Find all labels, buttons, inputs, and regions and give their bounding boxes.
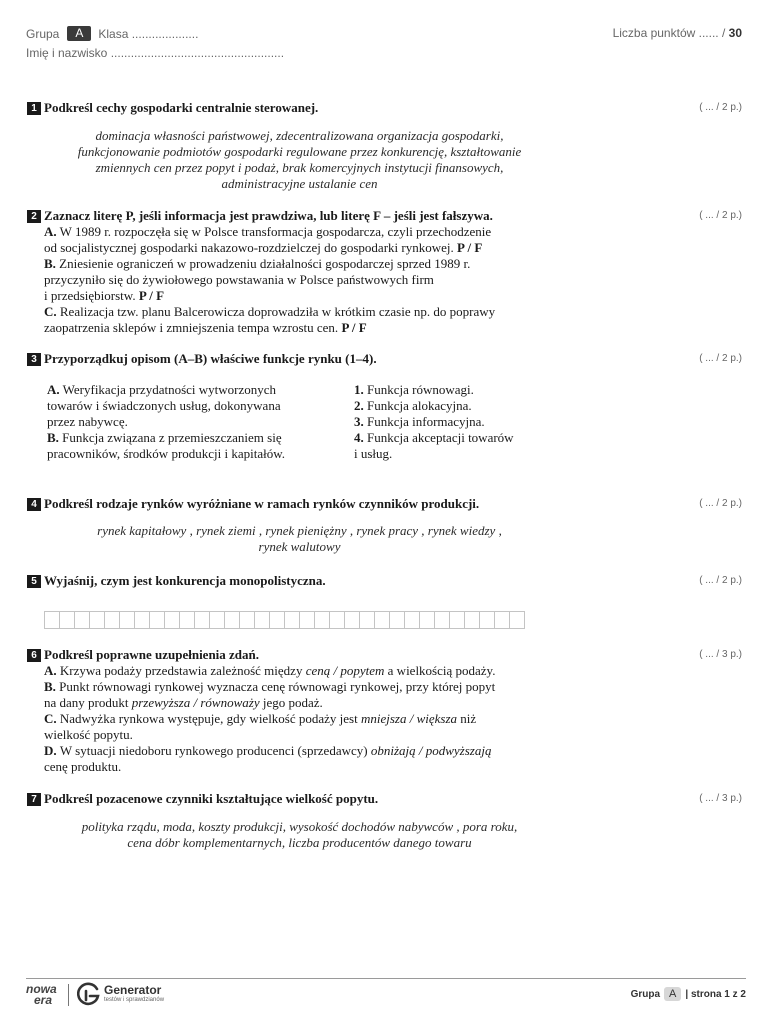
task-title: Podkreśl rodzaje rynków wyróżniane w ramach rynków czynników produkcji. — [44, 496, 480, 511]
task-7-options — [27, 819, 572, 851]
answer-cell[interactable] — [509, 611, 525, 629]
sentence-line — [44, 727, 567, 743]
sentence-text: Nadwyżka rynkowa występuje, gdy wielkość podaży jest — [59, 711, 361, 726]
answer-cell[interactable] — [374, 611, 390, 629]
task-number: 5 — [27, 575, 41, 588]
answer-cell[interactable] — [434, 611, 450, 629]
statement-text: Realizacja tzw. planu Balcerowicza doprowadziła w krótkim czasie np. do poprawy — [59, 304, 496, 319]
option-line: cena dóbr komplementarnych, liczba producentów danego towaru — [127, 835, 472, 850]
choice-option[interactable]: przewyższa / równoważy — [131, 695, 260, 710]
answer-cell[interactable] — [479, 611, 495, 629]
task-6-sentences — [27, 663, 567, 775]
answer-cell[interactable] — [209, 611, 225, 629]
statement-text: od socjalistycznej gospodarki nakazowo-rozdzielczej do gospodarki rynkowej. — [44, 240, 454, 255]
descriptions-column — [47, 382, 354, 462]
sentence-letter: C. — [44, 711, 60, 726]
task-7-header — [27, 791, 747, 807]
task-points: ( ... / 2 p.) — [699, 498, 742, 509]
answer-cell[interactable] — [464, 611, 480, 629]
page-indicator: | strona 1 z 2 — [685, 988, 746, 1000]
option-line: zmiennych cen przez popyt i podaż, brak komercyjnych instytucji finansowych, — [95, 160, 504, 175]
sentence-line — [44, 663, 567, 679]
answer-cell[interactable] — [494, 611, 510, 629]
task-5-header — [27, 573, 747, 589]
answer-cell[interactable] — [44, 611, 60, 629]
task-3-header — [27, 351, 747, 367]
task-1 — [27, 100, 747, 192]
statement-letter: B. — [44, 256, 56, 271]
answer-cell[interactable] — [284, 611, 300, 629]
task-1-header — [27, 100, 747, 116]
answer-cell[interactable] — [269, 611, 285, 629]
desc-text: pracowników, środków produkcji i kapitałów. — [47, 446, 286, 461]
task-points: ( ... / 2 p.) — [699, 210, 742, 221]
option-line: rynek kapitałowy , rynek ziemi , rynek pieniężny , rynek pracy , rynek wiedzy , — [97, 523, 502, 538]
answer-cell[interactable] — [359, 611, 375, 629]
sentence-text: na dany produkt — [44, 695, 132, 710]
func-text: Funkcja równowagi. — [367, 382, 474, 397]
task-points: ( ... / 2 p.) — [699, 353, 742, 364]
choice-option[interactable]: mniejsza / większa — [360, 711, 458, 726]
group-label: Grupa — [26, 26, 60, 41]
pf-choice[interactable]: P / F — [456, 240, 483, 255]
func-text: Funkcja alokacyjna. — [367, 398, 472, 413]
func-number: 4. — [354, 430, 364, 445]
answer-cell[interactable] — [119, 611, 135, 629]
answer-grid[interactable] — [44, 611, 524, 629]
sentence-line — [44, 695, 567, 711]
footer-group-badge: A — [664, 987, 681, 1001]
pf-choice[interactable]: P / F — [138, 288, 165, 303]
func-number: 1. — [354, 382, 364, 397]
desc-letter: A. — [47, 382, 60, 397]
task-points: ( ... / 2 p.) — [699, 102, 742, 113]
task-3 — [27, 351, 747, 462]
task-4-header — [27, 496, 747, 512]
answer-cell[interactable] — [389, 611, 405, 629]
task-2-statements — [27, 224, 567, 336]
generator-logo-icon — [77, 982, 101, 1006]
task-7 — [27, 791, 747, 851]
task-2-header — [27, 208, 747, 224]
task-title: Podkreśl cechy gospodarki centralnie sterowanej. — [44, 100, 319, 115]
func-text: i usług. — [354, 446, 393, 461]
task-number: 2 — [27, 210, 41, 223]
answer-cell[interactable] — [89, 611, 105, 629]
task-number: 7 — [27, 793, 41, 806]
option-line: funkcjonowanie podmiotów gospodarki regulowane przez konkurencję, kształtowanie — [77, 144, 522, 159]
task-title: Wyjaśnij, czym jest konkurencja monopolistyczna. — [44, 573, 326, 588]
sentence-text: cenę produktu. — [44, 759, 122, 774]
statement-text: przyczyniło się do żywiołowego powstawania w Polsce państwowych firm — [44, 272, 434, 287]
task-title: Podkreśl poprawne uzupełnienia zdań. — [44, 647, 260, 662]
task-6-header — [27, 647, 747, 663]
task-4 — [27, 496, 747, 555]
pf-choice[interactable]: P / F — [341, 320, 367, 335]
task-title: Zaznacz literę P, jeśli informacja jest prawdziwa, lub literę F – jeśli jest fałszywa. — [44, 208, 493, 223]
answer-cell[interactable] — [404, 611, 420, 629]
statement-text: i przedsiębiorstw. — [44, 288, 136, 303]
sentence-text: wielkość popytu. — [44, 727, 133, 742]
group-badge: A — [67, 26, 91, 41]
task-points: ( ... / 2 p.) — [699, 575, 742, 586]
func-text: Funkcja akceptacji towarów — [367, 430, 514, 445]
sentence-line — [44, 743, 567, 759]
answer-cell[interactable] — [314, 611, 330, 629]
answer-cell[interactable] — [134, 611, 150, 629]
sentence-text: jego podaż. — [259, 695, 323, 710]
functions-column — [354, 382, 554, 462]
statement-a-cont — [44, 240, 567, 256]
sentence-letter: B. — [44, 679, 60, 694]
answer-cell[interactable] — [74, 611, 90, 629]
task-6 — [27, 647, 747, 775]
answer-cell[interactable] — [419, 611, 435, 629]
statement-letter: C. — [44, 304, 57, 319]
answer-cell[interactable] — [299, 611, 315, 629]
task-title: Przyporządkuj opisom (A–B) właściwe funkcje rynku (1–4). — [44, 351, 377, 366]
option-line: administracyjne ustalanie cen — [221, 176, 378, 191]
answer-cell[interactable] — [164, 611, 180, 629]
header-row — [26, 26, 198, 41]
sentence-text: Krzywa podaży przedstawia zależność między — [59, 663, 306, 678]
generator-subtitle: testów i sprawdzianów — [104, 997, 165, 1003]
option-line: polityka rządu, moda, koszty produkcji, wysokość dochodów nabywców , pora roku, — [81, 819, 518, 834]
statement-text: Zniesienie ograniczeń w prowadzeniu działalności gospodarczej sprzed 1989 r. — [59, 256, 471, 271]
generator-title: Generator — [104, 983, 162, 997]
task-points: ( ... / 3 p.) — [699, 649, 742, 660]
answer-cell[interactable] — [149, 611, 165, 629]
points-total — [613, 26, 742, 40]
desc-text: przez nabywcę. — [47, 414, 128, 429]
task-points: ( ... / 3 p.) — [699, 793, 742, 804]
footer-divider — [26, 978, 746, 979]
task-1-options — [27, 128, 572, 192]
answer-cell[interactable] — [224, 611, 240, 629]
sentence-letter: D. — [44, 743, 60, 758]
points-max: 30 — [728, 26, 742, 40]
func-text: Funkcja informacyjna. — [367, 414, 485, 429]
desc-text: Funkcja związana z przemieszczaniem się — [62, 430, 282, 445]
desc-letter: B. — [47, 430, 59, 445]
option-line: dominacja własności państwowej, zdecentralizowana organizacja gospodarki, — [95, 128, 504, 143]
sentence-text: Punkt równowagi rynkowej wyznacza cenę równowagi rynkowej, przy której popyt — [59, 679, 496, 694]
sentence-text: W sytuacji niedoboru rynkowego producenci (sprzedawcy) — [59, 743, 371, 758]
statement-letter: A. — [44, 224, 57, 239]
task-3-columns — [27, 382, 747, 462]
answer-cell[interactable] — [254, 611, 270, 629]
nowa-era-logo: nowa era — [26, 982, 57, 1007]
choice-option[interactable]: obniżają / podwyższają — [370, 743, 492, 758]
answer-cell[interactable] — [344, 611, 360, 629]
answer-cell[interactable] — [179, 611, 195, 629]
answer-cell[interactable] — [104, 611, 120, 629]
name-label: Imię i nazwisko .................................................... — [26, 46, 285, 60]
footer-group-label: Grupa — [630, 988, 661, 1000]
statement-a — [44, 224, 567, 240]
statement-text: W 1989 r. rozpoczęła się w Polsce transformacja gospodarcza, czyli przechodzenie — [59, 224, 492, 239]
sentence-line — [44, 711, 567, 727]
statement-text: zaopatrzenia sklepów i zmniejszenia tempa wzrostu cen. — [44, 320, 339, 335]
sentence-line — [44, 679, 567, 695]
statement-b — [44, 256, 567, 272]
choice-option[interactable]: ceną / popytem — [305, 663, 385, 678]
footer-page-info — [631, 987, 746, 1001]
sentence-text: a wielkością podaży. — [384, 663, 496, 678]
func-number: 2. — [354, 398, 364, 413]
answer-cell[interactable] — [194, 611, 210, 629]
task-number: 3 — [27, 353, 41, 366]
task-number: 1 — [27, 102, 41, 115]
statement-c-cont — [44, 320, 567, 336]
class-label: Klasa .................... — [98, 26, 199, 41]
task-title: Podkreśl pozacenowe czynniki kształtujące wielkość popytu. — [44, 791, 379, 806]
sentence-text: niż — [457, 711, 477, 726]
task-5 — [27, 573, 747, 589]
answer-cell[interactable] — [239, 611, 255, 629]
desc-text: Weryfikacja przydatności wytworzonych — [62, 382, 277, 397]
logo-separator — [68, 984, 69, 1006]
sentence-letter: A. — [44, 663, 60, 678]
answer-cell[interactable] — [449, 611, 465, 629]
statement-b-cont — [44, 288, 567, 304]
task-number: 4 — [27, 498, 41, 511]
task-2 — [27, 208, 747, 336]
answer-cell[interactable] — [59, 611, 75, 629]
points-label: Liczba punktów ...... / — [612, 26, 726, 40]
answer-cell[interactable] — [329, 611, 345, 629]
func-number: 3. — [354, 414, 364, 429]
task-4-options — [27, 523, 572, 555]
option-line: rynek walutowy — [258, 539, 341, 554]
sentence-line — [44, 759, 567, 775]
statement-c — [44, 304, 567, 320]
desc-text: towarów i świadczonych usług, dokonywana — [47, 398, 281, 413]
task-number: 6 — [27, 649, 41, 662]
